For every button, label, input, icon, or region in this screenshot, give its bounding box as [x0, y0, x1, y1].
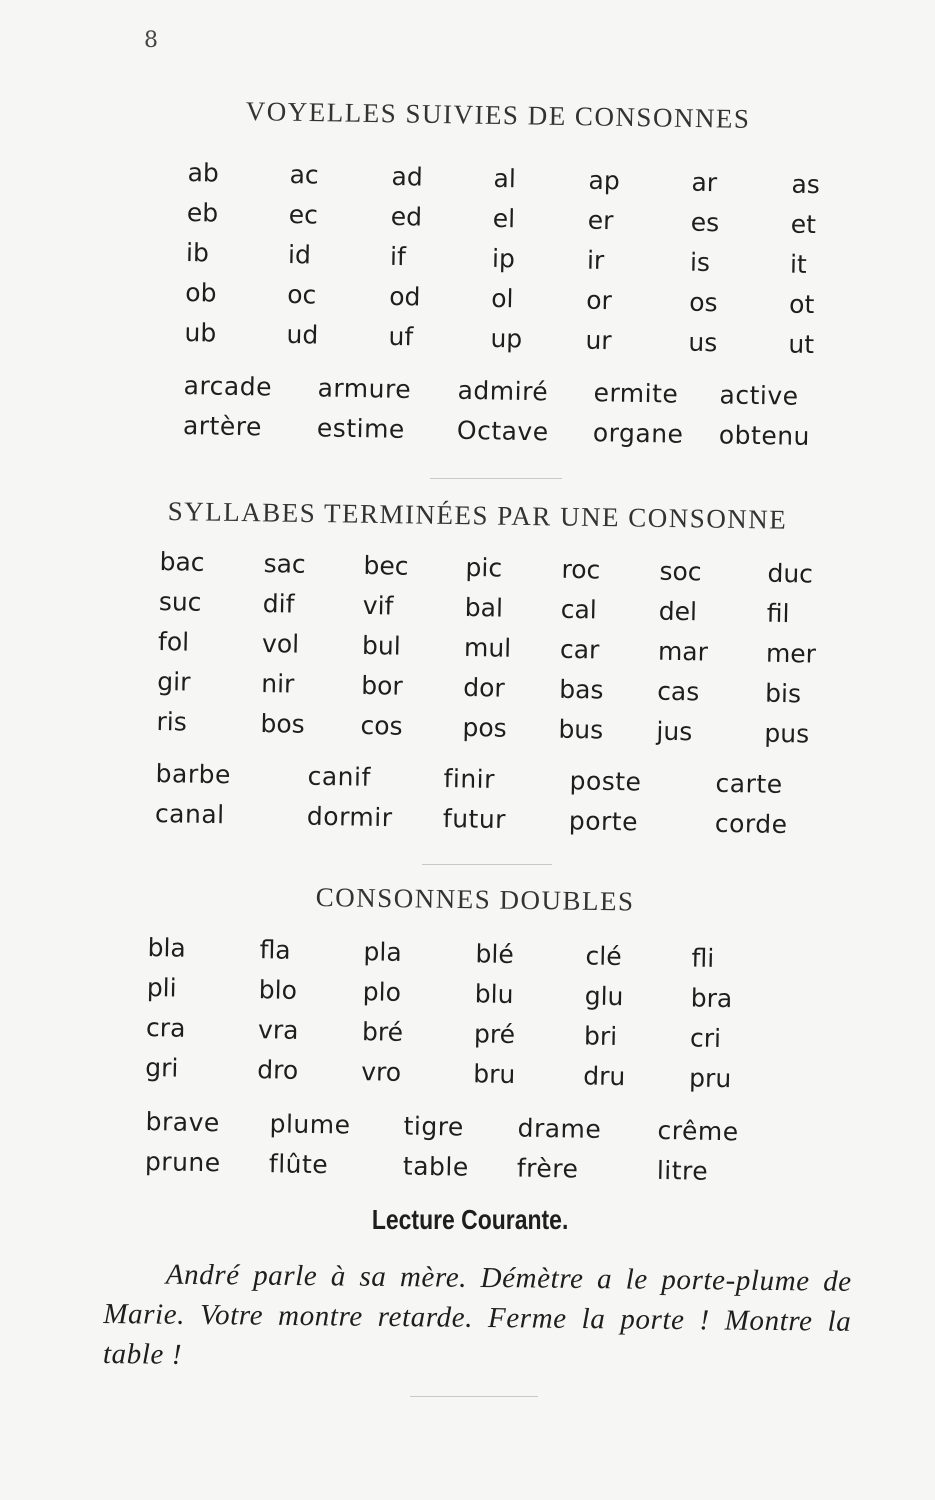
section-divider [430, 478, 562, 479]
word: prune [144, 1146, 221, 1178]
syllable: ol [490, 283, 514, 314]
syllable: ed [390, 201, 423, 232]
section-title-double-consonants: CONSONNES DOUBLES [315, 882, 635, 917]
syllable: bal [464, 592, 504, 623]
syllable: bac [159, 546, 205, 577]
word: finir [443, 764, 496, 794]
syllable: bul [361, 630, 401, 661]
syllable: ad [391, 161, 424, 192]
word: artère [182, 410, 263, 442]
word: corde [714, 808, 788, 840]
word: arcade [183, 370, 273, 402]
word: tigre [403, 1111, 465, 1142]
syllable: car [559, 634, 600, 665]
word-list-1 [183, 366, 830, 457]
syllable: et [790, 209, 817, 240]
syllable: ot [788, 289, 815, 320]
syllable: vro [361, 1057, 402, 1087]
page-number: 8 [144, 28, 158, 53]
word: brave [145, 1106, 221, 1138]
section-title-final-consonant: SYLLABES TERMINÉES PAR UNE CONSONNE [167, 496, 788, 535]
word: drame [517, 1113, 602, 1144]
syllable: soc [659, 556, 702, 587]
word: dormir [306, 801, 393, 833]
word: admiré [457, 375, 549, 407]
syllable: id [287, 239, 312, 270]
syllable: glu [584, 981, 624, 1012]
word: Octave [456, 415, 549, 447]
word: canif [307, 761, 372, 792]
syllable: cos [360, 710, 403, 741]
syllable: jus [656, 716, 693, 747]
syllable: pic [465, 552, 503, 583]
word: ermite [593, 378, 679, 409]
syllable: roc [561, 554, 601, 585]
word: obtenu [718, 420, 811, 451]
syllable: mar [657, 636, 709, 667]
syllable: is [689, 247, 711, 278]
syllable: cal [560, 594, 598, 625]
word: carte [715, 768, 783, 799]
syllable: if [389, 241, 407, 272]
word: organe [592, 418, 684, 449]
syllable: or [585, 285, 613, 316]
word-list-3 [145, 1102, 768, 1193]
syllable: ec [288, 199, 319, 230]
syllable: blé [475, 939, 515, 970]
syllable: dru [582, 1061, 626, 1092]
syllable: fil [766, 598, 790, 629]
word: porte [568, 806, 639, 837]
syllable: it [789, 249, 808, 279]
syllable: mer [765, 638, 817, 669]
syllable: pru [688, 1063, 732, 1094]
word: armure [317, 373, 412, 404]
syllable: fla [259, 935, 291, 965]
word: futur [442, 804, 507, 835]
syllable: vra [257, 1015, 299, 1045]
word: canal [154, 798, 225, 830]
syllable: bec [363, 550, 409, 581]
syllable: ob [185, 277, 217, 308]
syllable: ud [286, 319, 319, 350]
syllable: ur [585, 325, 612, 356]
syllable: del [658, 596, 698, 627]
word: crême [657, 1115, 739, 1147]
syllable: ab [187, 157, 220, 188]
syllable: uf [388, 321, 414, 352]
syllable: pli [146, 972, 177, 1003]
syllable: bré [361, 1017, 404, 1047]
syllable: mul [463, 632, 512, 663]
syllable: cra [145, 1012, 186, 1043]
reading-title: Lecture Courante. [371, 1204, 569, 1235]
syllable: us [688, 327, 718, 358]
page-end-divider [410, 1396, 538, 1397]
syllable: ip [491, 243, 516, 274]
syllable: nir [261, 668, 295, 699]
syllable-grid-3 [145, 928, 762, 1100]
syllable: dor [462, 672, 505, 703]
syllable: duc [767, 558, 814, 589]
word: barbe [155, 758, 232, 790]
syllable: dro [257, 1055, 299, 1085]
syllable: gri [145, 1052, 179, 1083]
word: estime [316, 413, 406, 444]
syllable-grid-2 [156, 542, 828, 755]
reading-passage: André parle à sa mère. Démètre a le porte-plume de Marie. Votre montre retarde. Ferme la porte ! Montre la table ! [102, 1258, 852, 1371]
syllable: blu [474, 979, 514, 1010]
syllable: vol [261, 628, 300, 659]
syllable: ib [185, 237, 210, 268]
syllable: el [492, 203, 516, 234]
syllable: cri [689, 1023, 722, 1054]
syllable: fol [157, 626, 190, 657]
syllable: as [791, 169, 821, 200]
word: poste [569, 766, 642, 797]
syllable: ub [184, 317, 217, 348]
syllable: bis [764, 678, 802, 709]
syllable: dif [262, 588, 295, 619]
syllable: plo [362, 977, 402, 1007]
syllable: bri [583, 1021, 618, 1052]
syllable: ap [588, 165, 621, 196]
section-divider [422, 864, 552, 865]
syllable: ac [289, 159, 319, 190]
word: plume [269, 1109, 351, 1140]
syllable: blo [258, 975, 298, 1005]
syllable: up [490, 323, 523, 354]
syllable: suc [158, 586, 202, 617]
syllable: od [389, 281, 421, 312]
word: frère [516, 1153, 579, 1184]
syllable: bos [260, 708, 306, 739]
syllable: ut [788, 329, 815, 360]
syllable: bla [147, 932, 187, 963]
syllable: bor [361, 670, 404, 701]
syllable: ris [156, 706, 188, 737]
syllable-grid-1 [184, 153, 852, 366]
syllable: vif [362, 590, 394, 621]
syllable: al [493, 163, 517, 194]
syllable: bra [690, 983, 733, 1014]
syllable: er [587, 205, 614, 236]
syllable: pos [462, 712, 507, 743]
syllable: ir [586, 245, 605, 276]
section-title-vowels-consonants: VOYELLES SUIVIES DE CONSONNES [245, 96, 751, 134]
syllable: ar [691, 167, 718, 198]
syllable: oc [287, 279, 317, 310]
word: flûte [268, 1149, 329, 1180]
syllable: bru [472, 1059, 516, 1090]
syllable: eb [186, 197, 219, 228]
syllable: pla [363, 937, 402, 967]
word: litre [656, 1155, 709, 1186]
syllable: cas [656, 676, 700, 707]
syllable: os [688, 287, 718, 318]
syllable: bus [558, 714, 604, 745]
syllable: es [690, 207, 720, 238]
syllable: pré [473, 1019, 516, 1050]
syllable: fli [691, 943, 715, 973]
syllable: bas [558, 674, 604, 705]
word: table [402, 1151, 469, 1182]
word-list-2 [155, 754, 826, 846]
syllable: pus [764, 718, 810, 749]
syllable: sac [263, 548, 306, 579]
syllable: clé [585, 941, 622, 972]
word: active [719, 380, 799, 411]
syllable: gir [157, 666, 191, 697]
